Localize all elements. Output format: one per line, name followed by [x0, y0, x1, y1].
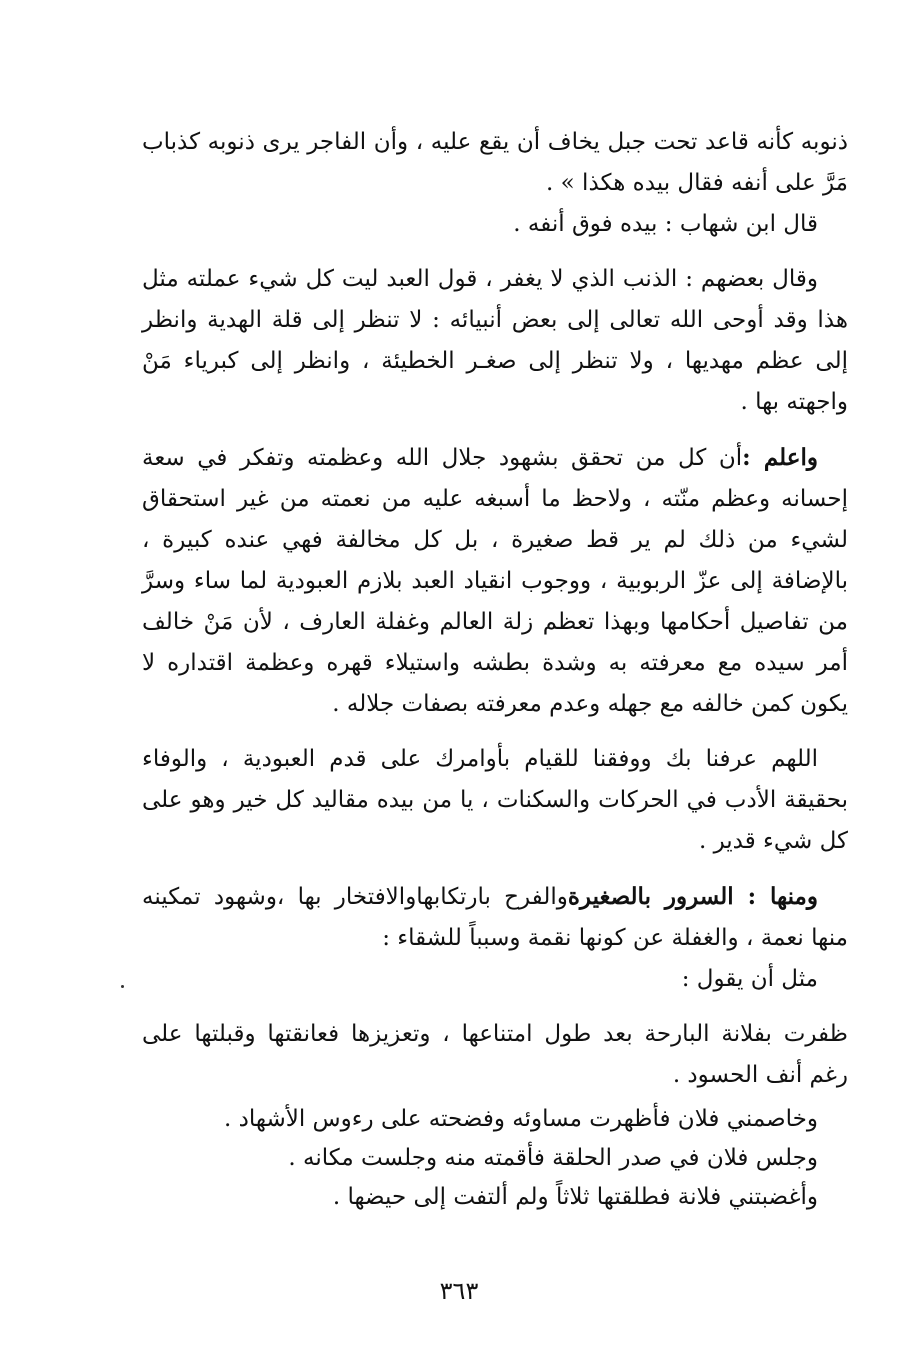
paragraph-5: اللهم عرفنا بك ووفقنا للقيام بأوامرك على قدم العبودية ، والوفاء بحقيقة الأدب في الحركات والسكنات ، يا من بيده مقاليد كل خير وهو على كل شيء قدير . — [142, 746, 848, 854]
short-lines-block — [142, 1100, 848, 1217]
short-line-3: وأغضبتني فلانة فطلقتها ثلاثاً ولم ألتفت إلى حيضها . — [332, 1184, 818, 1210]
paragraph-6 — [142, 876, 848, 959]
paragraph-6-body: والفرح بارتكابهاوالافتخار بها ،وشهود تمكينه منها نعمة ، والغفلة عن كونها نقمة وسبباً للشقاء : — [142, 884, 848, 951]
page-body — [142, 122, 848, 1217]
page-number: ٣٦٣ — [439, 1277, 479, 1305]
short-line-1: وخاصمني فلان فأظهرت مساوئه وفضحته على رءوس الأشهاد . — [223, 1106, 818, 1132]
paragraph-7: مثل أن يقول : — [681, 966, 818, 992]
stray-mark — [121, 985, 124, 988]
paragraph-8: ظفرت بفلانة البارحة بعد طول امتناعها ، وتعزيزها فعانقتها وقبلتها على رغم أنف الحسود . — [142, 1021, 848, 1088]
paragraph-1: ذنوبه كأنه قاعد تحت جبل يخاف أن يقع عليه ، وأن الفاجر يرى ذنوبه كذباب مَرَّ على أنفه فقال بيده هكذا » . — [142, 129, 848, 196]
paragraph-4-body: أن كل من تحقق بشهود جلال الله وعظمته وتفكر في سعة إحسانه وعظم منّته ، ولاحظ ما أسبغه عليه من نعمته من غير استحقاق لشيء من ذلك لم ير قط صغيرة ، بل كل مخالفة فهي عنده كبيرة ، بالإضافة إلى عزّ الربوبية ، ووجوب انقياد العبد بلازم العبودية لما ساء وسرَّ من تفاصيل أحكامها وبهذا تعظم زلة العالم وغفلة العارف ، لأن مَنْ خالف أمر سيده مع معرفته به وشدة بطشه واستيلاء قهره وعظمة اقتداره لا يكون كمن خالفه مع جهله وعدم معرفته بصفات جلاله . — [142, 445, 848, 717]
paragraph-6-lead: ومنها : السرور بالصغيرة — [567, 883, 818, 910]
paragraph-2: قال ابن شهاب : بيده فوق أنفه . — [513, 211, 818, 237]
paragraph-4-lead: واعلم : — [742, 444, 818, 471]
short-line-2: وجلس فلان في صدر الحلقة فأقمته منه وجلست مكانه . — [288, 1145, 818, 1171]
paragraph-3: وقال بعضهم : الذنب الذي لا يغفر ، قول العبد ليت كل شيء عملته مثل هذا وقد أوحى الله تعالى إلى بعض أنبيائه : لا تنظر إلى قلة الهدية وانظر إلى عظم مهديها ، ولا تنظر إلى صغـر الخطيئة ، وانظر إلى كبرياء مَنْ واجهته بها . — [142, 266, 848, 415]
paragraph-4 — [142, 437, 848, 725]
